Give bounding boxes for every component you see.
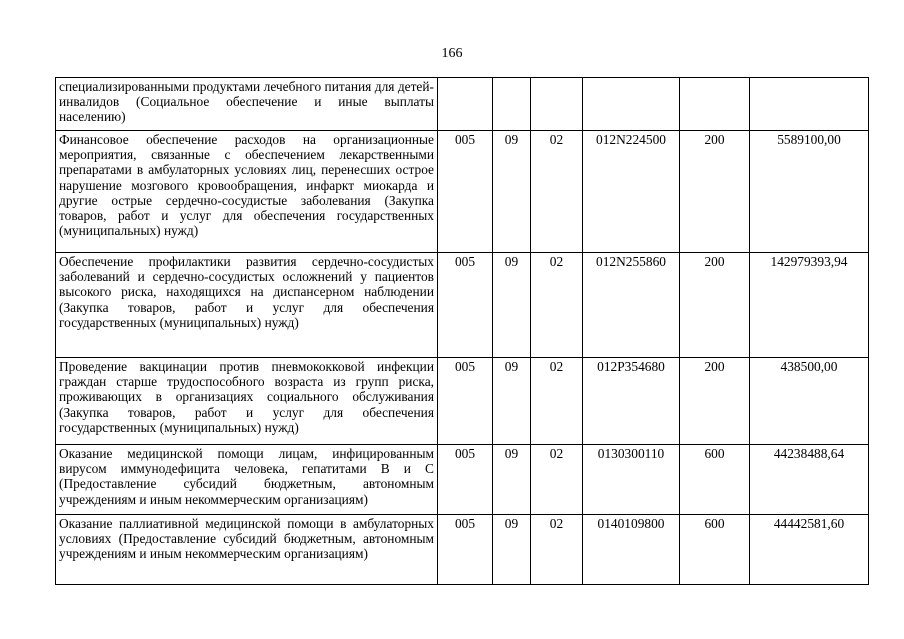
ministry-code: 005 [438, 253, 493, 358]
table-row [56, 78, 869, 131]
table-row [56, 253, 869, 358]
row-description: Оказание паллиативной медицинской помощи в амбулаторных условиях (Предоставление субсидий бюджетным, автономным учреждениям и иным некоммерческим организациям) [56, 515, 438, 585]
target-article-code: 012P354680 [583, 358, 680, 445]
section-code: 09 [493, 253, 531, 358]
section-code: 09 [493, 358, 531, 445]
ministry-code: 005 [438, 131, 493, 253]
subsection-code: 02 [531, 515, 583, 585]
page-number: 166 [441, 46, 463, 61]
expense-type-code: 200 [680, 358, 750, 445]
section-code: 09 [493, 515, 531, 585]
subsection-code: 02 [531, 445, 583, 515]
ministry-code: 005 [438, 358, 493, 445]
section-code: 09 [493, 131, 531, 253]
target-article-code: 0130300110 [583, 445, 680, 515]
ministry-code: 005 [438, 515, 493, 585]
expense-type-code: 200 [680, 253, 750, 358]
row-description: Обеспечение профилактики развития сердечно-сосудистых заболеваний и сердечно-сосудистых осложнений у пациентов высокого риска, находящихся на диспансерном наблюдении (Закупка товаров, работ и услуг для обеспечения государственных (муниципальных) нужд) [56, 253, 438, 358]
amount-value: 438500,00 [750, 358, 869, 445]
expense-type-code [680, 78, 750, 131]
expense-type-code: 200 [680, 131, 750, 253]
expense-type-code: 600 [680, 445, 750, 515]
target-article-code: 0140109800 [583, 515, 680, 585]
section-code: 09 [493, 445, 531, 515]
table-row [56, 131, 869, 253]
amount-value: 44442581,60 [750, 515, 869, 585]
section-code [493, 78, 531, 131]
table-row [56, 358, 869, 445]
ministry-code: 005 [438, 445, 493, 515]
row-description: Финансовое обеспечение расходов на организационные мероприятия, связанные с обеспечением лекарственными препаратами в амбулаторных условиях лиц, перенесших острое нарушение мозгового кровообращения, инфаркт миокарда и другие острые сердечно-сосудистые заболевания (Закупка товаров, работ и услуг для обеспечения государственных (муниципальных) нужд) [56, 131, 438, 253]
amount-value: 5589100,00 [750, 131, 869, 253]
target-article-code: 012N224500 [583, 131, 680, 253]
row-description: специализированными продуктами лечебного питания для детей-инвалидов (Социальное обеспечение и иные выплаты населению) [56, 78, 438, 131]
expense-type-code: 600 [680, 515, 750, 585]
amount-value: 44238488,64 [750, 445, 869, 515]
row-description: Проведение вакцинации против пневмококковой инфекции граждан старше трудоспособного возраста из групп риска, проживающих в организациях социального обслуживания (Закупка товаров, работ и услуг для обеспечения государственных (муниципальных) нужд) [56, 358, 438, 445]
table-row [56, 515, 869, 585]
ministry-code [438, 78, 493, 131]
amount-value: 142979393,94 [750, 253, 869, 358]
row-description: Оказание медицинской помощи лицам, инфицированным вирусом иммунодефицита человека, гепатитами В и С (Предоставление субсидий бюджетным, автономным учреждениям и иным некоммерческим организациям) [56, 445, 438, 515]
amount-value [750, 78, 869, 131]
target-article-code: 012N255860 [583, 253, 680, 358]
subsection-code [531, 78, 583, 131]
table-row [56, 445, 869, 515]
subsection-code: 02 [531, 131, 583, 253]
subsection-code: 02 [531, 358, 583, 445]
subsection-code: 02 [531, 253, 583, 358]
budget-table [55, 77, 869, 585]
target-article-code [583, 78, 680, 131]
